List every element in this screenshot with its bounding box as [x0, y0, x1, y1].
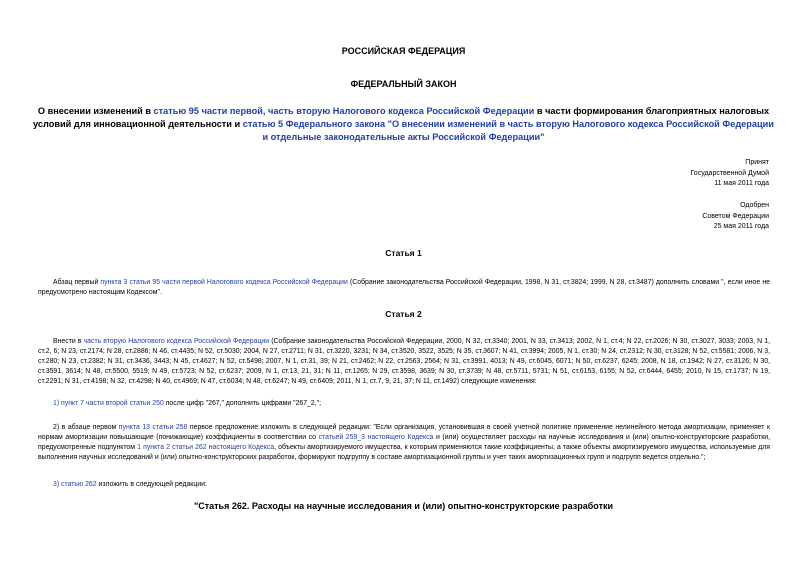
item-3-text: изложить в следующей редакции: [96, 481, 207, 488]
item-2-link-262[interactable]: 1 пункта 2 статьи 262 настоящего Кодекса [137, 444, 275, 451]
item-1-link[interactable]: 1) пункт 7 части второй статьи 250 [53, 400, 164, 407]
article-2-intro-part: (Собрание законодательства Российской Федерации, 2000, N 32, ст.3340; 2001, N 33, ст.3413; 2002, N 1, ст.4; N 22, ст.2026; N 30, ст.3027, 3033; 2003, N 1, ст.2, 6; N 23, ст.2174; N 28, ст.2886; N 46, ст.4435; N 52, ст.5030; 2004, N 27, ст.2711; N 31, ст.3220, 3231; N 34, ст.3520, 3522, 3525; N 35, ст.3607; N 41, ст.3994; 2005, N 1, ст.30; N 24, ст.2312; N 30, ст.3128; N 52, ст.5581; 2006, N 3, ст.280; N 23, ст.2382; N 31, ст.3436, 3443; N 45, ст.4627; N 52, ст.5498; 2007, N 1, ст.31, 39; N 21, ст.2462; N 22, ст.2563, 2564; N 31, ст.3991, 4013; N 49, ст.6045, 6071; N 50, ст.6237, 6245; 2008, N 18, ст.1942; N 27, ст.3126; N 30, ст.3591, 3614; N 48, ст.5500, 5519; N 49, ст.5723; N 52, ст.6237; 2009, N 1, ст.13, 21, 31; N 11, ст.1265; N 29, ст.3598, 3639; N 30, ст.3739; N 48, ст.5711, 5731; N 51, ст.6153, 6155; N 52, ст.6444, 6455; 2010, N 15, ст.1737; N 19, ст.2291; N 31, ст.4198; N 32, ст.4298; N 40, ст.4969; N 47, ст.6034; N 48, ст.6247; N 49, ст.6409; 2011, N 1, ст.7, 9, 21, 37; N 11, ст.1492) следующие изменения: [38, 338, 770, 385]
article-2-intro-part: Внести в [53, 338, 84, 345]
item-2-link-259-3[interactable]: статьей 259_3 настоящего Кодекса [318, 434, 434, 441]
item-2-link-258[interactable]: пункта 13 статьи 258 [118, 424, 188, 431]
article-2-intro [38, 337, 770, 387]
accepted-by: Государственной Думой [690, 169, 769, 177]
law-title [30, 105, 777, 144]
item-2-text: и (или) осуществляет расходы на научные исследования и (или) опытно-конструкторские разработки, предусмотренные подпунктом [38, 434, 770, 451]
accepted-label: Принят [745, 159, 769, 166]
article-1-heading: Статья 1 [385, 248, 422, 258]
article-2-heading: Статья 2 [385, 309, 422, 319]
document-type-heading: ФЕДЕРАЛЬНЫЙ ЗАКОН [350, 79, 457, 89]
title-text: в части формирования благоприятных налоговых условий для инновационной деятельности и [33, 106, 770, 129]
title-link-article-95[interactable]: статью 95 части первой, часть вторую Налогового кодекса Российской Федерации [153, 106, 535, 116]
article-2-item-1 [38, 399, 770, 409]
item-2-text: 2) в абзаце первом [53, 424, 119, 431]
new-article-262-title: "Статья 262. Расходы на научные исследования и (или) опытно-конструкторские разработки [193, 501, 614, 511]
title-text: О внесении изменений в [37, 106, 154, 116]
article-2-intro-link[interactable]: часть вторую Налогового кодекса Российской Федерации [83, 338, 270, 345]
adoption-accepted [690, 158, 769, 190]
item-3-prefix: 3) [53, 481, 62, 488]
country-heading: РОССИЙСКАЯ ФЕДЕРАЦИЯ [341, 46, 466, 56]
approved-label: Одобрен [740, 202, 769, 209]
article-1-text-part: Абзац первый [53, 279, 101, 286]
approved-date: 25 мая 2011 года [713, 223, 769, 230]
title-link-article-5[interactable]: статью 5 Федерального закона "О внесении изменений в часть вторую Налогового кодекса Российской Федерации и отдельные законодательные акты Российской Федерации" [242, 119, 774, 142]
item-3-link-262[interactable]: статью 262 [61, 481, 97, 488]
article-2-item-3 [38, 480, 770, 490]
adoption-approved [702, 201, 769, 233]
article-2-item-2 [38, 423, 770, 463]
item-2-text: первое предложение изложить в следующей редакции: "Если организация, установившая в своей учетной политике применение нелинейного метода амортизации, применяет к нормам амортизации повышающие (понижающие) коэффициенты в соответствии со [38, 424, 770, 441]
approved-by: Советом Федерации [702, 212, 769, 220]
accepted-date: 11 мая 2011 года [714, 180, 769, 187]
article-1-link[interactable]: пункта 3 статьи 95 части первой Налогового кодекса Российской Федерации [100, 279, 348, 286]
article-1-text [38, 278, 770, 298]
item-2-text: , объекты амортизируемого имущества, к которым применяются такие коэффициенты, а также объекты амортизируемого имущества, используемые для выполнения научных исследований и (или) опытно-конструкторских разработок, формируют подгруппу в составе амортизационной группы и учет таких амортизационных групп и подгрупп ведется отдельно."; [38, 444, 770, 461]
item-1-text: после цифр "267," дополнить цифрами "267_2,"; [163, 400, 322, 407]
article-1-text-part: (Собрание законодательства Российской Федерации, 1998, N 31, ст.3824; 1999, N 28, ст.3487) дополнить словами ", если иное не предусмотрено настоящим Кодексом". [38, 279, 770, 296]
